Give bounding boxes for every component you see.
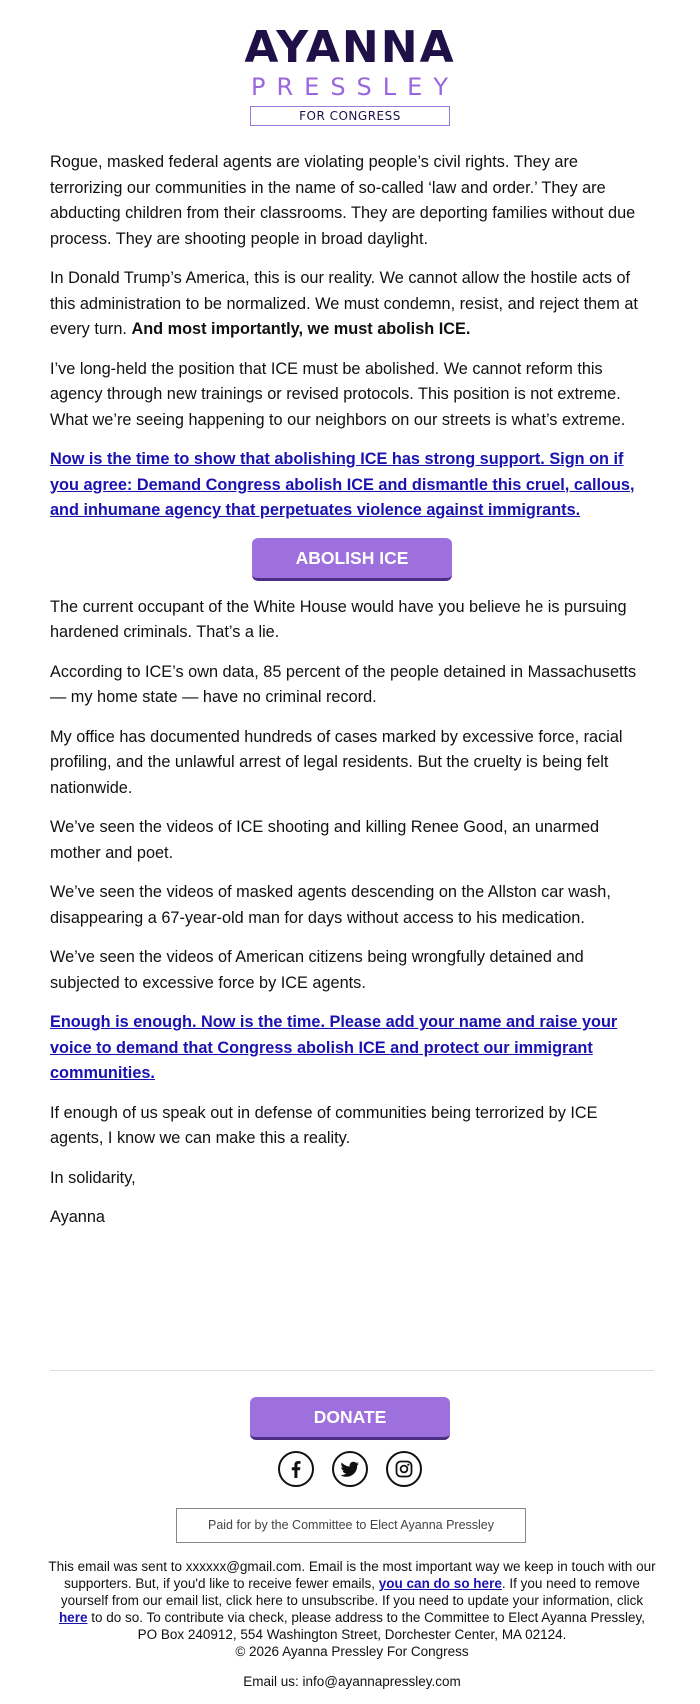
facebook-icon[interactable] — [278, 1451, 314, 1487]
paragraph-data: According to ICE’s own data, 85 percent of the people detained in Massachusetts — my home state — have no criminal record. — [50, 662, 637, 706]
paragraph-speak-out: If enough of us speak out in defense of communities being terrorized by ICE agents, I know we can make this a reality. — [50, 1103, 598, 1147]
paragraph-videos-1: We’ve seen the videos of ICE shooting and killing Renee Good, an unarmed mother and poet. — [50, 818, 600, 862]
sign-on-link[interactable]: Now is the time to show that abolishing ICE has strong support. Sign on if you agree: Demand Congress abolish ICE and dismantle this cruel, callous, and inhumane agency that perpetuates violence against immigrants. — [50, 450, 635, 519]
logo-tagline: FOR CONGRESS — [250, 106, 450, 126]
fewer-emails-link[interactable]: you can do so here — [378, 1576, 502, 1591]
signature: Ayanna — [50, 1208, 105, 1226]
add-name-link[interactable]: Enough is enough. Now is the time. Please add your name and raise your voice to demand that Congress abolish ICE and protect our immigrant communities. — [50, 1013, 618, 1082]
abolish-button-wrap — [50, 538, 654, 581]
abolish-ice-button[interactable]: ABOLISH ICE — [252, 538, 452, 581]
footer-text-2: . If you need to remove yourself from our email list, click here to unsubscribe. If you need to update your information, click — [60, 1576, 644, 1608]
footer-text-1: This email was sent to xxxxxx@gmail.com. Email is the most important way we keep in touch with our supporters. But, if you'd like to receive fewer emails, — [48, 1559, 656, 1591]
social-links — [0, 1451, 700, 1487]
footer-copyright: © 2026 Ayanna Pressley For Congress — [235, 1644, 469, 1659]
paragraph-position: I’ve long-held the position that ICE must be abolished. We cannot reform this agency through new trainings or revised protocols. This position is not extreme. What we’re seeing happening to our neighbors on our streets is what’s extreme. — [50, 359, 626, 429]
paragraph-videos-3: We’ve seen the videos of American citizens being wrongfully detained and subjected to excessive force by ICE agents. — [50, 948, 584, 992]
divider — [50, 1370, 654, 1371]
logo-surname: PRESSLEY — [251, 73, 459, 101]
twitter-icon[interactable] — [332, 1451, 368, 1487]
footer-email: Email us: info@ayannapressley.com — [243, 1674, 461, 1689]
logo-name: AYANNA — [244, 22, 456, 73]
paragraph-reality — [50, 266, 654, 343]
paragraph-white-house: The current occupant of the White House would have you believe he is pursuing hardened criminals. That’s a lie. — [50, 597, 627, 641]
campaign-logo — [0, 24, 700, 126]
paragraph-videos-2: We’ve seen the videos of masked agents descending on the Allston car wash, disappearing a 67-year-old man for days without access to his medication. — [50, 883, 611, 927]
paragraph-cta-1 — [50, 447, 654, 524]
footer-text-3: to do so. To contribute via check, please address to the Committee to Elect Ayanna Pressley, PO Box 240912, 554 Washington Street, Dorchester Center, MA 02124. — [91, 1610, 646, 1642]
instagram-icon[interactable] — [386, 1451, 422, 1487]
donate-button[interactable]: DONATE — [250, 1397, 450, 1440]
paragraph-office: My office has documented hundreds of cases marked by excessive force, racial profiling, and the unlawful arrest of legal residents. But the cruelty is being felt nationwide. — [50, 727, 623, 797]
paragraph-intro: Rogue, masked federal agents are violating people’s civil rights. They are terrorizing our communities in the name of so-called ‘law and order.’ They are abducting children from their classrooms. They are deporting families without due process. They are shooting people in broad daylight. — [50, 153, 636, 248]
paragraph-reality-text: In Donald Trump’s America, this is our reality. We cannot allow the hostile acts of this administration to be normalized. We must condemn, resist, and reject them at every turn. — [50, 269, 638, 338]
paragraph-cta-2 — [50, 1010, 654, 1087]
paragraph-reality-bold: And most importantly, we must abolish ICE. — [131, 320, 471, 338]
paid-for-disclaimer: Paid for by the Committee to Elect Ayanna Pressley — [176, 1508, 526, 1543]
email-body — [50, 150, 654, 1245]
update-info-link[interactable]: here — [58, 1610, 88, 1625]
closing-line: In solidarity, — [50, 1168, 136, 1187]
footer-notice — [48, 1558, 656, 1643]
footer — [48, 1558, 656, 1690]
donate-button-wrap — [0, 1397, 700, 1440]
